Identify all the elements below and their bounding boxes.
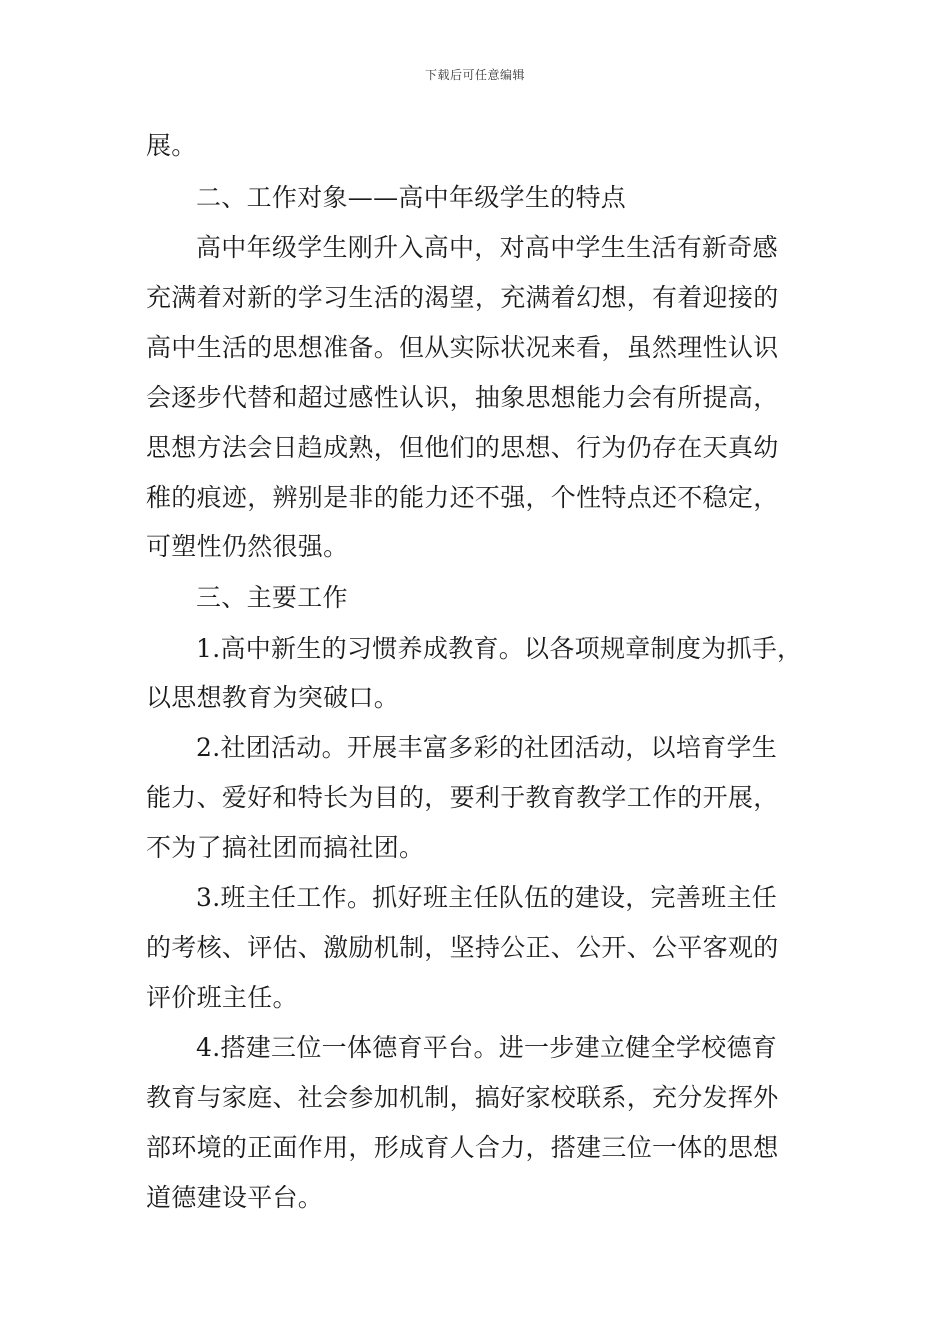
page-header-note: 下载后可任意编辑 — [424, 68, 525, 82]
text-line: 高中年级学生刚升入高中，对高中学生生活有新奇感 — [196, 233, 778, 262]
text-line: 充满着对新的学习生活的渴望，充满着幻想，有着迎接的 — [146, 283, 779, 312]
text-line: 稚的痕迹，辨别是非的能力还不强，个性特点还不稳定， — [146, 483, 779, 512]
list-item-3: 3.班主任工作。抓好班主任队伍的建设，完善班主任 — [196, 883, 778, 912]
text-line: 的考核、评估、激励机制，坚持公正、公开、公平客观的 — [146, 933, 779, 962]
text-line: 能力、爱好和特长为目的，要利于教育教学工作的开展， — [146, 783, 779, 812]
section-heading: 三、主要工作 — [196, 583, 348, 612]
text-line: 教育与家庭、社会参加机制，搞好家校联系，充分发挥外 — [146, 1083, 779, 1112]
text-line: 部环境的正面作用，形成育人合力，搭建三位一体的思想 — [146, 1133, 779, 1162]
list-item-1: 1.高中新生的习惯养成教育。以各项规章制度为抓手， — [196, 634, 803, 663]
list-item-4: 4.搭建三位一体德育平台。进一步建立健全学校德育 — [196, 1033, 778, 1062]
section-heading: 二、工作对象——高中年级学生的特点 — [196, 183, 627, 212]
text-line: 思想方法会日趋成熟，但他们的思想、行为仍存在天真幼 — [146, 433, 779, 462]
text-line: 可塑性仍然很强。 — [146, 532, 349, 561]
text-line: 会逐步代替和超过感性认识，抽象思想能力会有所提高， — [146, 383, 779, 412]
text-line: 评价班主任。 — [146, 983, 298, 1012]
text-line: 以思想教育为突破口。 — [146, 683, 400, 712]
text-line: 不为了搞社团而搞社团。 — [146, 833, 425, 862]
list-item-2: 2.社团活动。开展丰富多彩的社团活动，以培育学生 — [196, 733, 778, 762]
text-line: 展。 — [146, 131, 197, 160]
text-line: 高中生活的思想准备。但从实际状况来看，虽然理性认识 — [146, 333, 779, 362]
text-line: 道德建设平台。 — [146, 1183, 324, 1212]
